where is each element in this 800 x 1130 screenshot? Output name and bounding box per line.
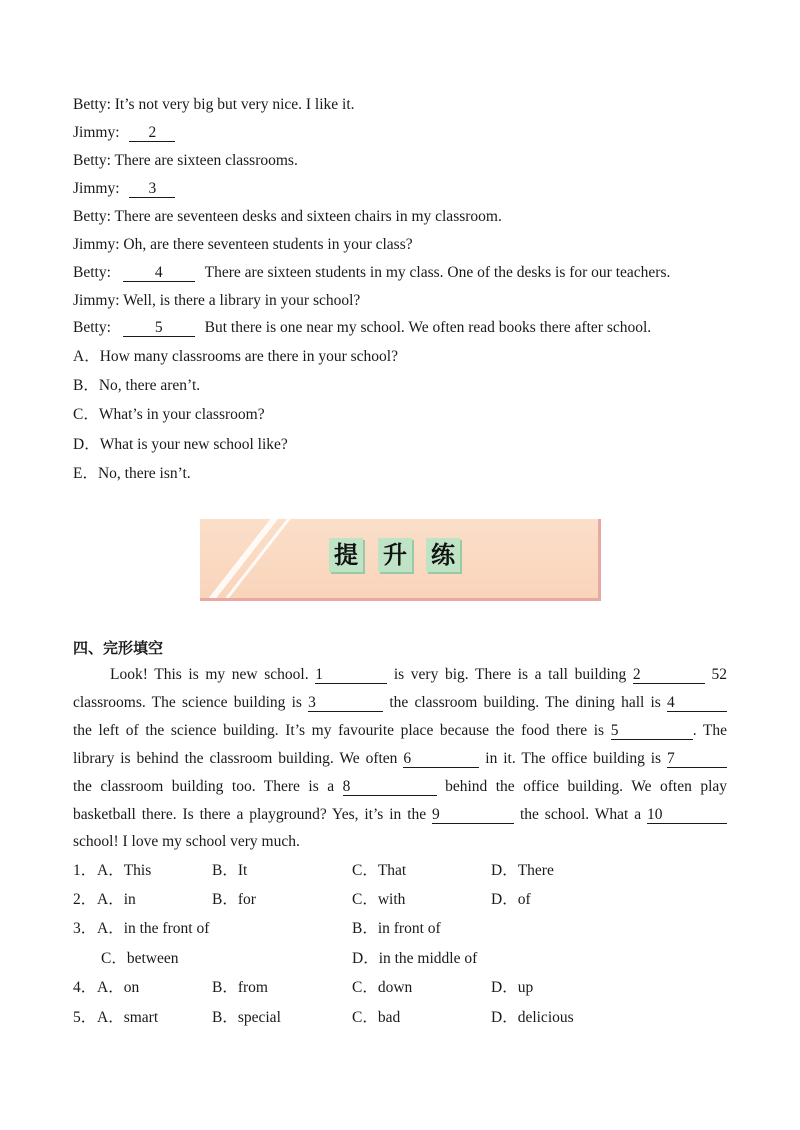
answer-blank[interactable]: 3 xyxy=(308,694,383,712)
choice-letter: C． xyxy=(73,406,99,423)
choice-item xyxy=(73,405,265,425)
choice-item xyxy=(73,376,200,396)
option[interactable]: B．in front of xyxy=(352,920,441,937)
question-number: 2． xyxy=(73,891,97,908)
option[interactable]: D．of xyxy=(491,891,531,908)
option[interactable]: A．smart xyxy=(97,1009,159,1026)
answer-blank[interactable]: 4 xyxy=(667,694,727,712)
passage-text: is very big. There is a tall building xyxy=(393,666,627,683)
answer-blank[interactable]: 10 xyxy=(647,806,727,824)
dialogue-line: Betty: There are sixteen classrooms. xyxy=(73,152,298,169)
option[interactable]: B．from xyxy=(212,979,268,996)
option[interactable]: C．down xyxy=(352,979,413,996)
passage-text: Look! This is my new school. xyxy=(110,666,309,683)
section-banner xyxy=(200,519,598,598)
banner-char: 练 xyxy=(426,538,460,572)
question-number: 5． xyxy=(73,1009,97,1026)
option[interactable]: D．There xyxy=(491,862,554,879)
option[interactable]: B．special xyxy=(212,1009,281,1026)
answer-blank[interactable]: 5 xyxy=(123,319,195,337)
passage-text: the school. What a xyxy=(519,806,642,823)
answer-blank[interactable]: 3 xyxy=(129,180,175,198)
dialogue-line xyxy=(73,179,175,199)
option[interactable]: A．on xyxy=(97,979,140,996)
dialogue-text: But there is one near my school. We often read books there after school. xyxy=(204,319,652,336)
passage-text: the classroom building. The dining hall is xyxy=(389,694,661,711)
option[interactable]: D．up xyxy=(491,979,534,996)
option[interactable]: B．for xyxy=(212,891,256,908)
passage-text: the classroom building too. There is a xyxy=(73,778,335,795)
option[interactable]: C．between xyxy=(101,950,179,967)
option[interactable]: B．It xyxy=(212,862,248,879)
choice-text: No, there aren’t. xyxy=(98,377,201,394)
passage-text: library is behind the classroom building. We often xyxy=(73,750,398,767)
choice-item xyxy=(73,464,191,484)
question-number: 3． xyxy=(73,920,97,937)
passage-line xyxy=(73,693,727,713)
option[interactable]: C．bad xyxy=(352,1009,401,1026)
choice-item xyxy=(73,347,398,367)
question-number: 1． xyxy=(73,862,97,879)
passage-line xyxy=(73,805,727,825)
dialogue-line: Betty: There are seventeen desks and sixteen chairs in my classroom. xyxy=(73,208,502,225)
dialogue-line xyxy=(73,123,175,143)
dialogue-line xyxy=(73,318,651,338)
passage-text: in it. The office building is xyxy=(485,750,662,767)
option[interactable]: C．with xyxy=(352,891,406,908)
speaker: Betty: xyxy=(73,319,111,336)
answer-blank[interactable]: 4 xyxy=(123,264,195,282)
banner-stripe xyxy=(200,519,288,598)
passage-text: . The xyxy=(692,722,727,739)
answer-blank[interactable]: 9 xyxy=(432,806,514,824)
banner-char: 提 xyxy=(329,538,363,572)
passage-text: 52 xyxy=(711,666,728,683)
answer-blank[interactable]: 2 xyxy=(129,124,175,142)
speaker: Betty: xyxy=(73,264,111,281)
passage-text: classrooms. The science building is xyxy=(73,694,302,711)
passage-line xyxy=(73,749,727,769)
dialogue-text: There are sixteen students in my class. One of the desks is for our teachers. xyxy=(204,264,671,281)
answer-blank[interactable]: 1 xyxy=(315,666,387,684)
dialogue-line: Jimmy: Oh, are there seventeen students in your class? xyxy=(73,236,413,253)
option[interactable]: D．in the middle of xyxy=(352,950,478,967)
passage-text: basketball there. Is there a playground? Yes, it’s in the xyxy=(73,806,427,823)
banner-stripe xyxy=(213,519,302,598)
passage-line xyxy=(73,721,727,741)
answer-blank[interactable]: 2 xyxy=(633,666,705,684)
option[interactable]: C．That xyxy=(352,862,407,879)
choice-letter: D． xyxy=(73,436,100,453)
option[interactable]: D．delicious xyxy=(491,1009,574,1026)
dialogue-line: Betty: It’s not very big but very nice. I like it. xyxy=(73,96,355,113)
answer-blank[interactable]: 8 xyxy=(343,778,437,796)
choice-item xyxy=(73,435,288,455)
passage-text: behind the office building. We often play xyxy=(445,778,728,795)
choice-letter: B． xyxy=(73,377,99,394)
dialogue-line xyxy=(73,263,670,283)
option[interactable]: A．This xyxy=(97,862,152,879)
question-number: 4． xyxy=(73,979,97,996)
option[interactable]: A．in the front of xyxy=(97,920,210,937)
passage-line xyxy=(73,777,727,797)
option[interactable]: A．in xyxy=(97,891,136,908)
passage-line: school! I love my school very much. xyxy=(73,833,300,850)
choice-letter: A． xyxy=(73,348,100,365)
choice-text: What’s in your classroom? xyxy=(98,406,265,423)
passage-text: the left of the science building. It’s my favourite place because the food there is xyxy=(73,722,605,739)
section-heading: 四、完形填空 xyxy=(73,639,164,657)
choice-text: What is your new school like? xyxy=(99,436,288,453)
passage-line xyxy=(73,665,727,685)
speaker: Jimmy: xyxy=(73,180,120,197)
choice-text: How many classrooms are there in your school? xyxy=(99,348,398,365)
choice-letter: E． xyxy=(73,465,98,482)
answer-blank[interactable]: 7 xyxy=(667,750,727,768)
dialogue-line: Jimmy: Well, is there a library in your school? xyxy=(73,292,361,309)
answer-blank[interactable]: 6 xyxy=(403,750,479,768)
answer-blank[interactable]: 5 xyxy=(611,722,693,740)
banner-char: 升 xyxy=(378,538,412,572)
speaker: Jimmy: xyxy=(73,124,120,141)
choice-text: No, there isn’t. xyxy=(97,465,191,482)
